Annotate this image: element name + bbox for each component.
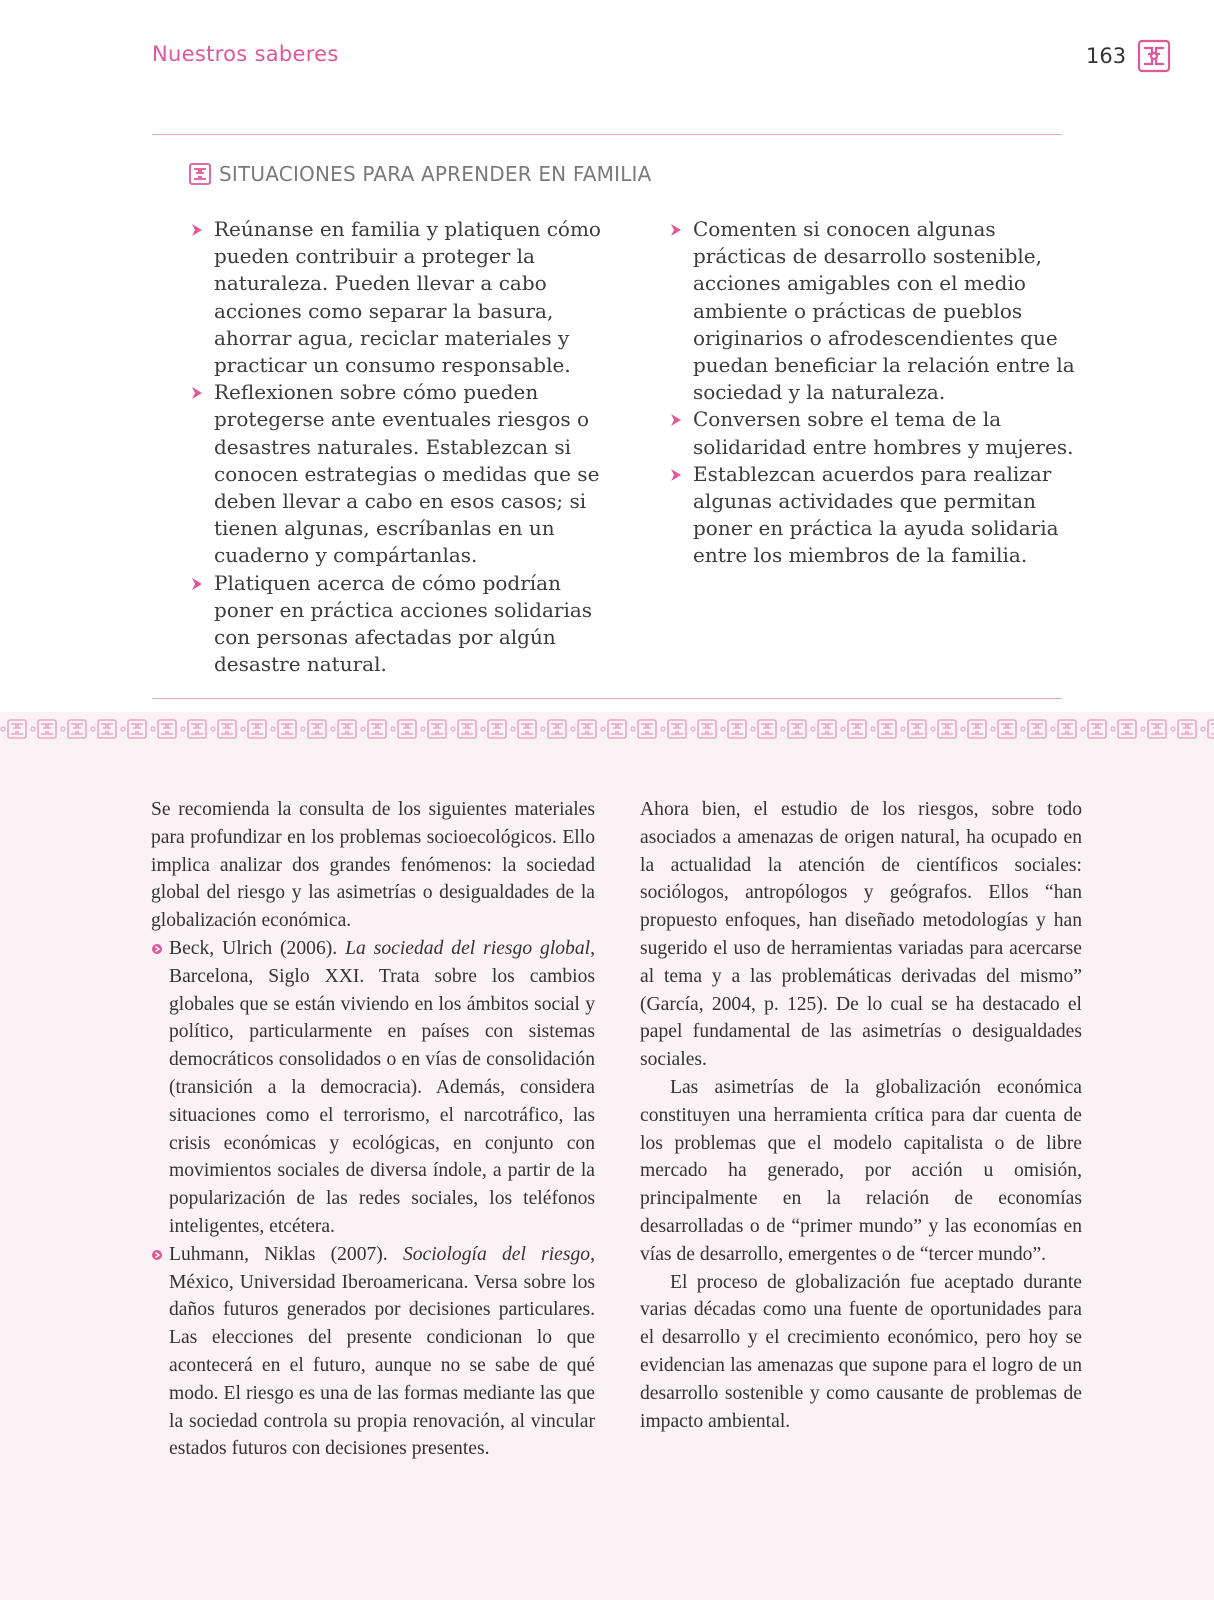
arrow-right-icon — [190, 386, 204, 400]
list-item — [669, 216, 1084, 406]
page-number: 163 — [1086, 44, 1127, 68]
reference-item — [151, 935, 595, 1241]
arrow-right-icon — [190, 223, 204, 237]
bullet-circle-icon — [151, 1249, 163, 1261]
body-paragraph: Las asimetrías de la globalización económica constituyen una herramienta crítica para dar cuenta de los problemas que el modelo capitalista o de libre mercado ha generado, por acción u omisión, principalmente en la relación de economías desarrolladas o de “primer mundo” y las economías en vías de desarrollo, emergentes o de “tercer mundo”. — [640, 1076, 1082, 1265]
references-column — [151, 796, 595, 1463]
analysis-column — [640, 796, 1082, 1435]
arrow-right-icon — [190, 577, 204, 591]
ornamental-glyph-icon — [1136, 38, 1172, 74]
activity-text: Platiquen acerca de cómo podrían poner en práctica acciones solidarias con personas afectadas por algún desastre natural. — [214, 570, 593, 677]
arrow-right-icon — [669, 413, 683, 427]
list-item — [669, 406, 1084, 460]
reference-description: , Barcelona, Siglo XXI. Trata sobre los cambios globales que se están viviendo en los ámbitos social y político, particularmente en países con sistemas democráticos consolidados o en vías de consolidación (transición a la democracia). Además, considera situaciones como el terrorismo, el narcotráfico, las crisis económicas y ecológicas, en conjunto con movimientos sociales de diversa índole, a partir de la popularización de las redes sociales, los teléfonos inteligentes, etcétera. — [169, 937, 596, 1237]
list-item — [669, 461, 1084, 570]
reference-author: Luhmann, Niklas (2007). — [169, 1243, 388, 1265]
list-item — [190, 379, 620, 569]
body-paragraph: Ahora bien, el estudio de los riesgos, sobre todo asociados a amenazas de origen natural, ha ocupado en la actualidad la atención de científicos sociales: sociólogos, antropólogos y geógrafos. Ellos “han propuesto enfoques, han diseñado metodologías y han sugerido el uso de herramientas variadas para acercarse al tema y a las problemáticas derivadas del mismo” (García, 2004, p. 125). De lo cual se ha destacado el papel fundamental de las asimetrías o desigualdades sociales. — [640, 799, 1082, 1071]
arrow-right-icon — [669, 223, 683, 237]
activity-text: Reúnanse en familia y platiquen cómo pueden contribuir a proteger la naturaleza. Pueden llevar a cabo acciones como separar la basura, ahorrar agua, reciclar materiales y practicar un consumo responsable. — [214, 217, 601, 378]
header-title: Nuestros saberes — [152, 42, 339, 66]
intro-paragraph: Se recomienda la consulta de los siguientes materiales para profundizar en los problemas socioecológicos. Ello implica analizar dos grandes fenómenos: la sociedad global del riesgo y las asimetrías o desigualdades de la globalización económica. — [151, 799, 595, 932]
section-rule-top — [152, 134, 1062, 135]
activity-text: Reflexionen sobre cómo pueden protegerse ante eventuales riesgos o desastres naturales. Establezcan si conocen estrategias o medidas que se deben llevar a cabo en esos casos; si tienen algunas, escríbanlas en un cuaderno y compártanlas. — [214, 380, 600, 568]
family-section-heading — [188, 162, 652, 186]
arrow-right-icon — [669, 468, 683, 482]
body-paragraph: El proceso de globalización fue aceptado durante varias décadas como una fuente de oportunidades para el desarrollo y el crecimiento económico, pero hoy se evidencian las amenazas que supone para el logro de un desarrollo sostenible y como causante de problemas de impacto ambiental. — [640, 1271, 1082, 1432]
ornamental-border-pattern — [0, 716, 1214, 742]
bullet-circle-icon — [151, 943, 163, 955]
activity-text: Establezcan acuerdos para realizar algunas actividades que permitan poner en práctica la ayuda solidaria entre los miembros de la familia. — [693, 461, 1059, 568]
family-section-title: SITUACIONES PARA APRENDER EN FAMILIA — [219, 162, 652, 186]
family-activities-right — [669, 216, 1084, 570]
reference-description: , México, Universidad Iberoamericana. Versa sobre los daños futuros generados por decisiones particulares. Las elecciones del presente condicionan lo que acontecerá en el futuro, aunque no se sabe de qué modo. El riesgo es una de las formas mediante las que la sociedad controla su propia renovación, al vincular estados futuros con decisiones presentes. — [169, 1243, 595, 1460]
list-item — [190, 216, 620, 379]
reference-author: Beck, Ulrich (2006). — [169, 937, 338, 959]
ornamental-glyph-icon — [188, 162, 212, 186]
list-item — [190, 570, 620, 679]
section-rule-bottom — [152, 698, 1062, 699]
activity-text: Comenten si conocen algunas prácticas de desarrollo sostenible, acciones amigables con el medio ambiente o prácticas de pueblos originarios o afrodescendientes que puedan beneficiar la relación entre la sociedad y la naturaleza. — [693, 217, 1075, 405]
family-activities-left — [190, 216, 620, 678]
reference-item — [151, 1241, 595, 1463]
activity-text: Conversen sobre el tema de la solidaridad entre hombres y mujeres. — [693, 407, 1074, 459]
reference-title: La sociedad del riesgo global — [345, 937, 591, 959]
reference-list — [151, 935, 595, 1463]
reference-title: Sociología del riesgo — [402, 1243, 591, 1265]
